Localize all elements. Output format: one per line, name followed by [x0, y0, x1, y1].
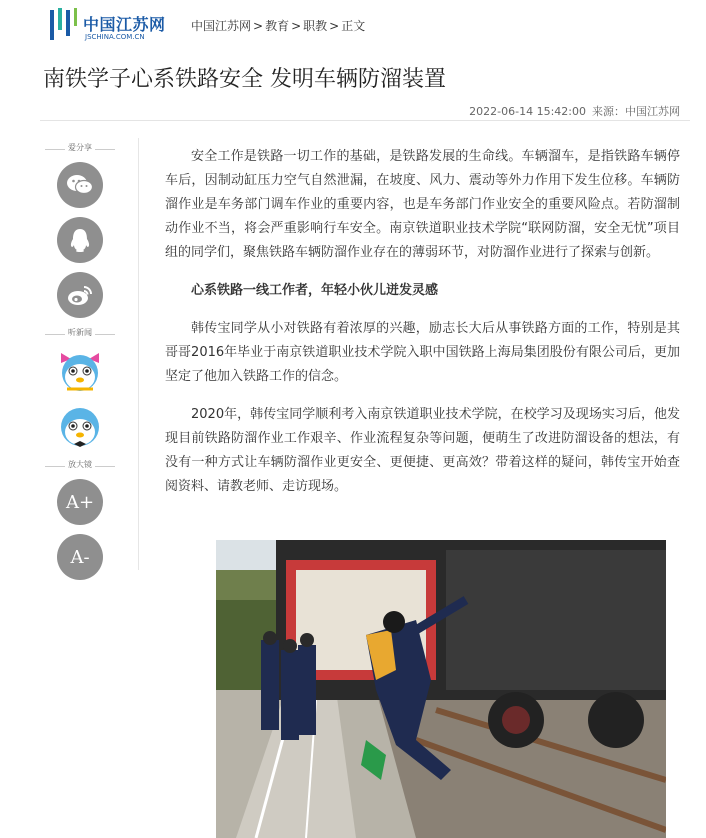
breadcrumb-home[interactable]: 中国江苏网	[191, 19, 252, 33]
font-decrease-icon: A-	[70, 546, 90, 568]
breadcrumb-separator: >	[253, 19, 264, 33]
site-header	[0, 0, 706, 50]
share-sidebar	[40, 142, 120, 589]
breadcrumb-separator: >	[329, 19, 340, 33]
wechat-share-button[interactable]	[57, 162, 103, 208]
breadcrumb-current: 正文	[341, 19, 366, 33]
breadcrumb	[191, 17, 365, 34]
article-paragraph: 韩传宝同学从小对铁路有着浓厚的兴趣，励志长大后从事铁路方面的工作，特别是其哥哥2016年毕业于南京铁道职业技术学院入职中国铁路上海局集团股份有限公司后，更加坚定了他加入铁路工作的信念。	[165, 321, 680, 384]
article-subheading: 心系铁路一线工作者，年轻小伙儿迸发灵感	[191, 283, 439, 298]
female-voice-avatar-icon	[57, 347, 103, 393]
article-paragraph: 安全工作是铁路一切工作的基础，是铁路发展的生命线。车辆溜车，是指铁路车辆停车后，因制动缸压力空气自然泄漏，在坡度、风力、震动等外力作用下发生位移。车辆防溜作业是车务部门调车作业的重要内容，也是车务部门作业安全的重要风险点。若防溜制动作业不当，将会严重影响行车安全。南京铁道职业技术学院“联网防溜，安全无忧”项目组的同学们，聚焦铁路车辆防溜作业存在的薄弱环节，对防溜作业进行了探索与创新。	[165, 149, 680, 260]
wechat-icon	[66, 173, 94, 197]
article-title: 南铁学子心系铁路安全 发明车辆防溜装置	[43, 67, 446, 92]
male-voice-button[interactable]	[57, 403, 103, 449]
listen-label: 听新闻	[40, 327, 120, 341]
zoom-label: 放大镜	[40, 459, 120, 473]
article-paragraph: 2020年，韩传宝同学顺利考入南京铁道职业技术学院，在校学习及现场实习后，他发现目前铁路防溜作业工作艰辛、作业流程复杂等问题，便萌生了改进防溜设备的想法，有没有一种方式让车辆防溜作业更安全、更便捷、更高效？带着这样的疑问，韩传宝开始查阅资料、请教老师、走访现场。	[165, 407, 680, 494]
article-source: 来源：中国江苏网	[592, 105, 680, 118]
weibo-icon	[66, 283, 94, 307]
breadcrumb-education[interactable]: 教育	[265, 19, 290, 33]
railway-worker-photo	[216, 540, 666, 838]
male-voice-avatar-icon	[57, 403, 103, 449]
article-body	[165, 145, 680, 513]
breadcrumb-vocational[interactable]: 职教	[303, 19, 328, 33]
publish-time: 2022-06-14 15:42:00	[469, 105, 586, 118]
female-voice-button[interactable]	[57, 347, 103, 393]
sidebar-divider	[138, 138, 139, 570]
article-photo	[216, 540, 666, 838]
weibo-share-button[interactable]	[57, 272, 103, 318]
font-decrease-button[interactable]	[57, 534, 103, 580]
title-divider	[40, 120, 690, 121]
qq-icon	[69, 227, 91, 253]
font-increase-button[interactable]	[57, 479, 103, 525]
logo-mark-icon	[44, 6, 78, 46]
font-increase-icon: A+	[65, 491, 95, 513]
logo-text: 中国江苏网	[83, 15, 166, 34]
share-label: 爱分享	[40, 142, 120, 156]
qq-share-button[interactable]	[57, 217, 103, 263]
site-logo[interactable]	[44, 6, 164, 46]
article-meta	[469, 103, 680, 119]
breadcrumb-separator: >	[291, 19, 302, 33]
logo-domain: JSCHINA.COM.CN	[85, 33, 145, 41]
